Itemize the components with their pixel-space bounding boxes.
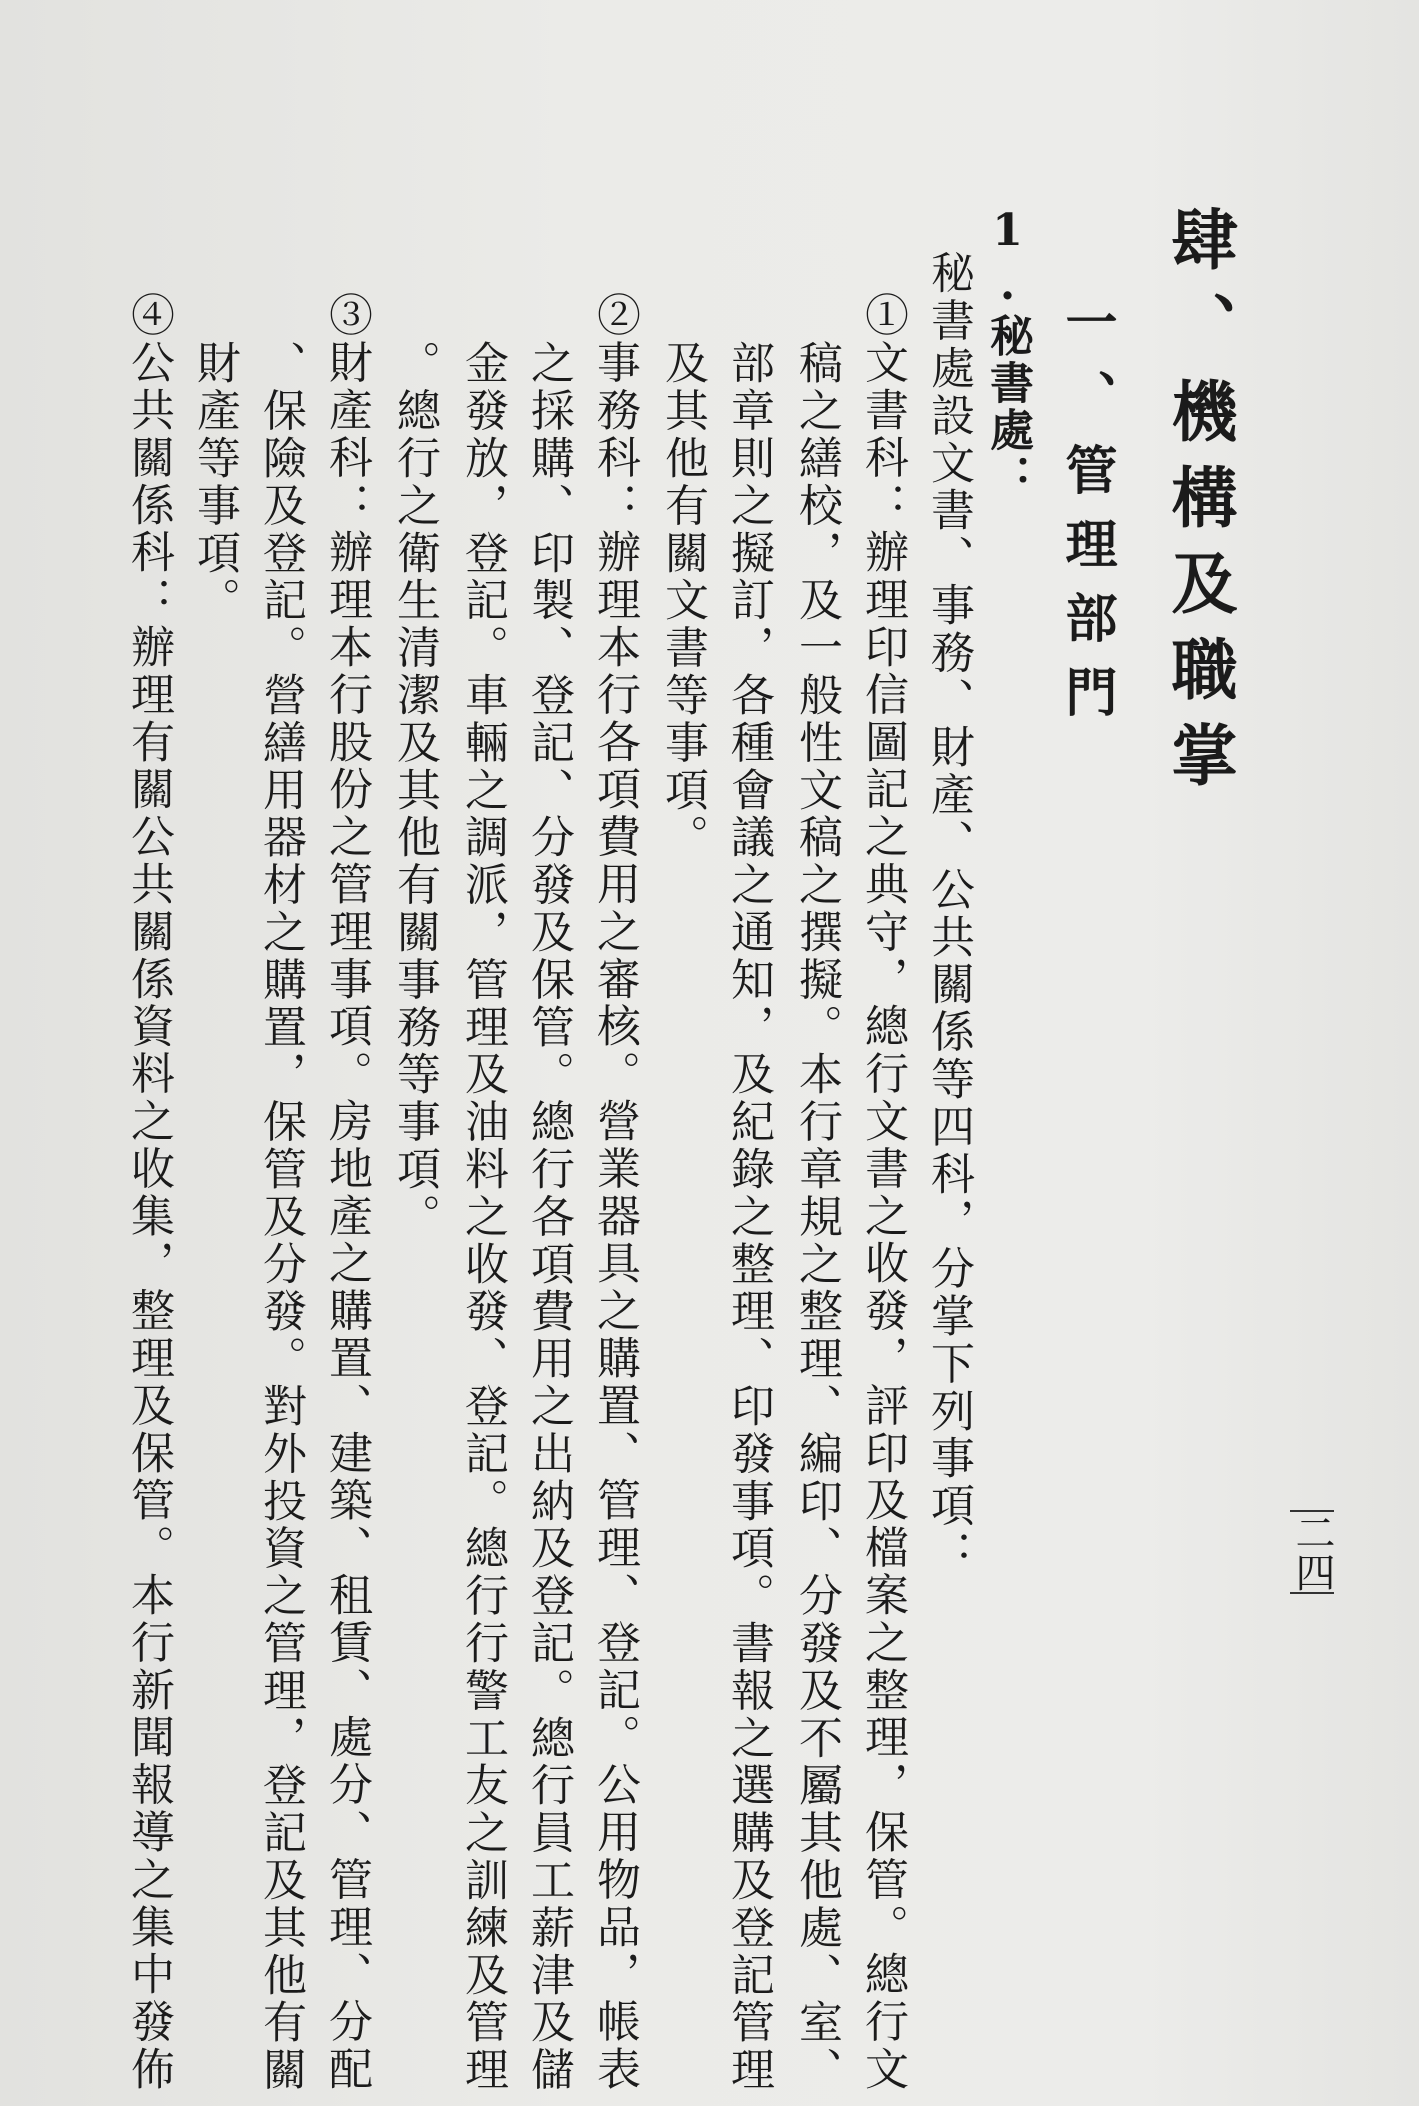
body-line: ④公共關係科：辦理有關公共關係資料之收集，整理及保管。本行新聞報導之集中發佈 <box>123 292 174 2094</box>
body-line: ②事務科：辦理本行各項費用之審核。營業器具之購置、管理、登記。公用物品，帳表 <box>589 292 640 2094</box>
body-line: ③財產科：辦理本行股份之管理事項。房地產之購置、建築、租賃、處分、管理、分配 <box>321 292 372 2094</box>
section-title: 一、管理部門 <box>1056 295 1117 739</box>
page-number: 二四 <box>1289 1512 1335 1592</box>
body-line: 。總行之衛生清潔及其他有關事務等事項。 <box>389 340 440 1241</box>
body-line: 、保險及登記。營繕用器材之購置，保管及分發。對外投資之管理，登記及其他有關 <box>255 340 306 2094</box>
body-line: 稿之繕校，及一般性文稿之撰擬。本行章規之整理、編印、分發及不屬其他處、室、 <box>791 340 842 2094</box>
body-line: 及其他有關文書等事項。 <box>657 340 708 862</box>
body-line: 財產等事項。 <box>189 340 240 625</box>
body-line: ①文書科：辦理印信圖記之典守，總行文書之收發，評印及檔案之整理，保管。總行文 <box>857 292 908 2094</box>
chapter-title: 肆、機構及職掌 <box>1160 205 1238 807</box>
body-line: 之採購、印製、登記、分發及保管。總行各項費用之出納及登記。總行員工薪津及儲 <box>523 340 574 2094</box>
body-line: 部章則之擬訂，各種會議之通知，及紀錄之整理、印發事項。書報之選購及登記管理 <box>723 340 774 2094</box>
body-line: 秘書處設文書、事務、財產、公共關係等四科，分掌下列事項： <box>923 250 974 1578</box>
body-line: 金發放，登記。車輛之調派，管理及油料之收發、登記。總行行警工友之訓練及管理 <box>457 340 508 2094</box>
body-line: 1.秘書處： <box>982 205 1033 501</box>
